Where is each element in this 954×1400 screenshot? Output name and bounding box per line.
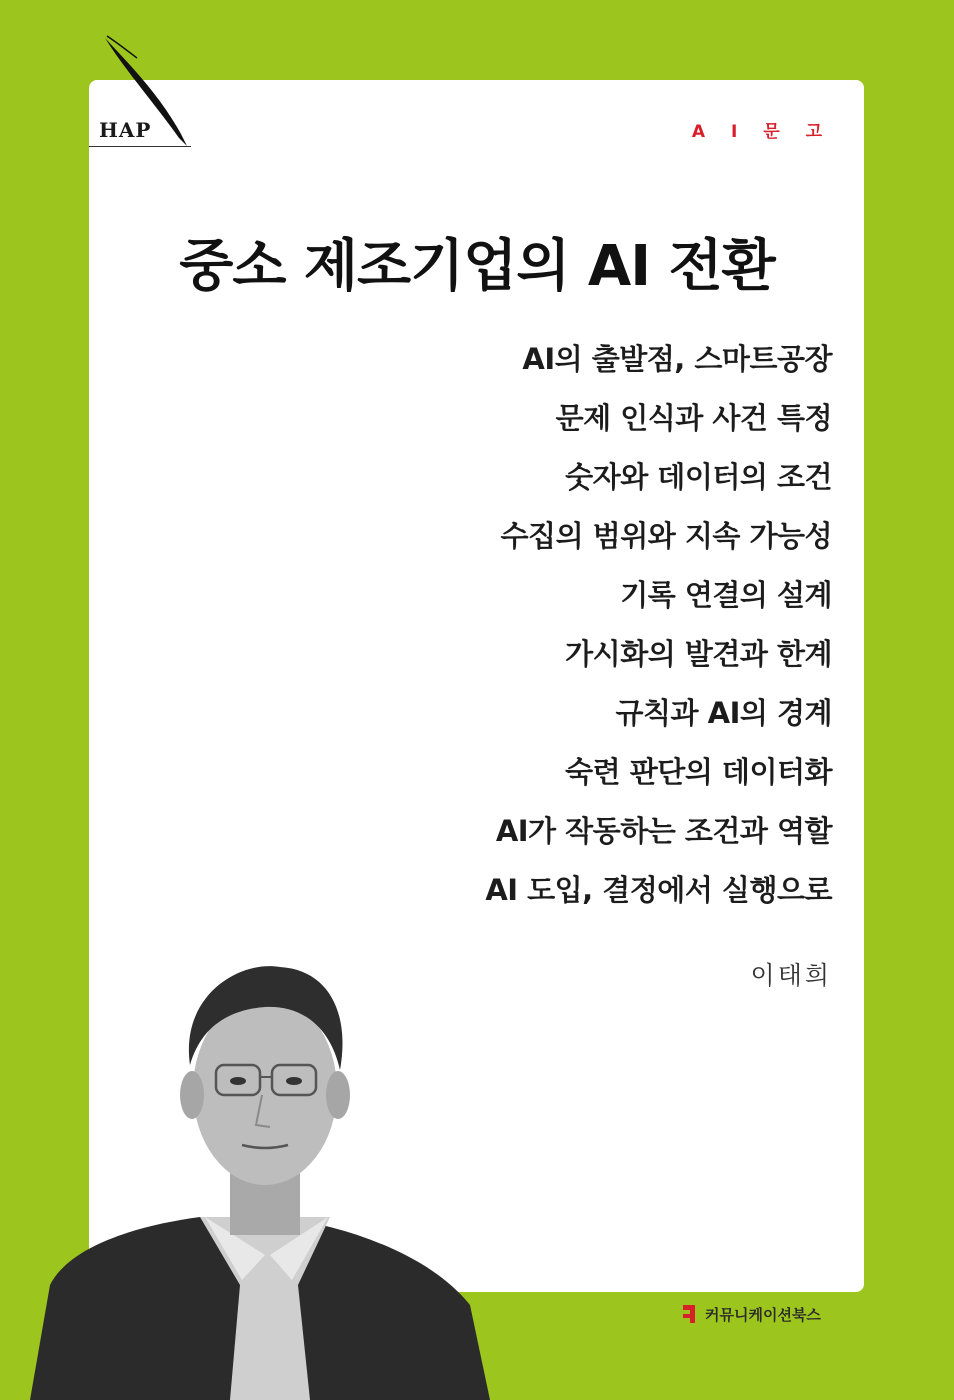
toc-item: AI 도입, 결정에서 실행으로 xyxy=(485,873,832,907)
publisher-name: 커뮤니케이션북스 xyxy=(705,1305,821,1324)
toc-item: 가시화의 발견과 한계 xyxy=(565,637,832,671)
toc-item: 기록 연결의 설계 xyxy=(620,578,832,612)
publisher-footer xyxy=(681,1303,821,1325)
toc-item: 문제 인식과 사건 특정 xyxy=(555,401,832,435)
author-name: 이태희 xyxy=(750,961,832,990)
toc-item: 수집의 범위와 지속 가능성 xyxy=(500,519,832,553)
publisher-logo-text: HAP xyxy=(99,118,152,142)
publisher-mark-icon xyxy=(681,1303,699,1325)
table-of-contents xyxy=(332,340,832,930)
toc-item: 숫자와 데이터의 조건 xyxy=(565,460,832,494)
toc-item: AI의 출발점, 스마트공장 xyxy=(522,342,832,376)
toc-item: 규칙과 AI의 경계 xyxy=(615,696,832,730)
logo-underline xyxy=(89,146,191,147)
toc-item: AI가 작동하는 조건과 역할 xyxy=(495,814,832,848)
series-label: A I 문 고 xyxy=(691,122,832,142)
toc-item: 숙련 판단의 데이터화 xyxy=(565,755,832,789)
book-title: 중소 제조기업의 AI 전환 xyxy=(179,234,775,299)
author-portrait xyxy=(30,955,490,1400)
